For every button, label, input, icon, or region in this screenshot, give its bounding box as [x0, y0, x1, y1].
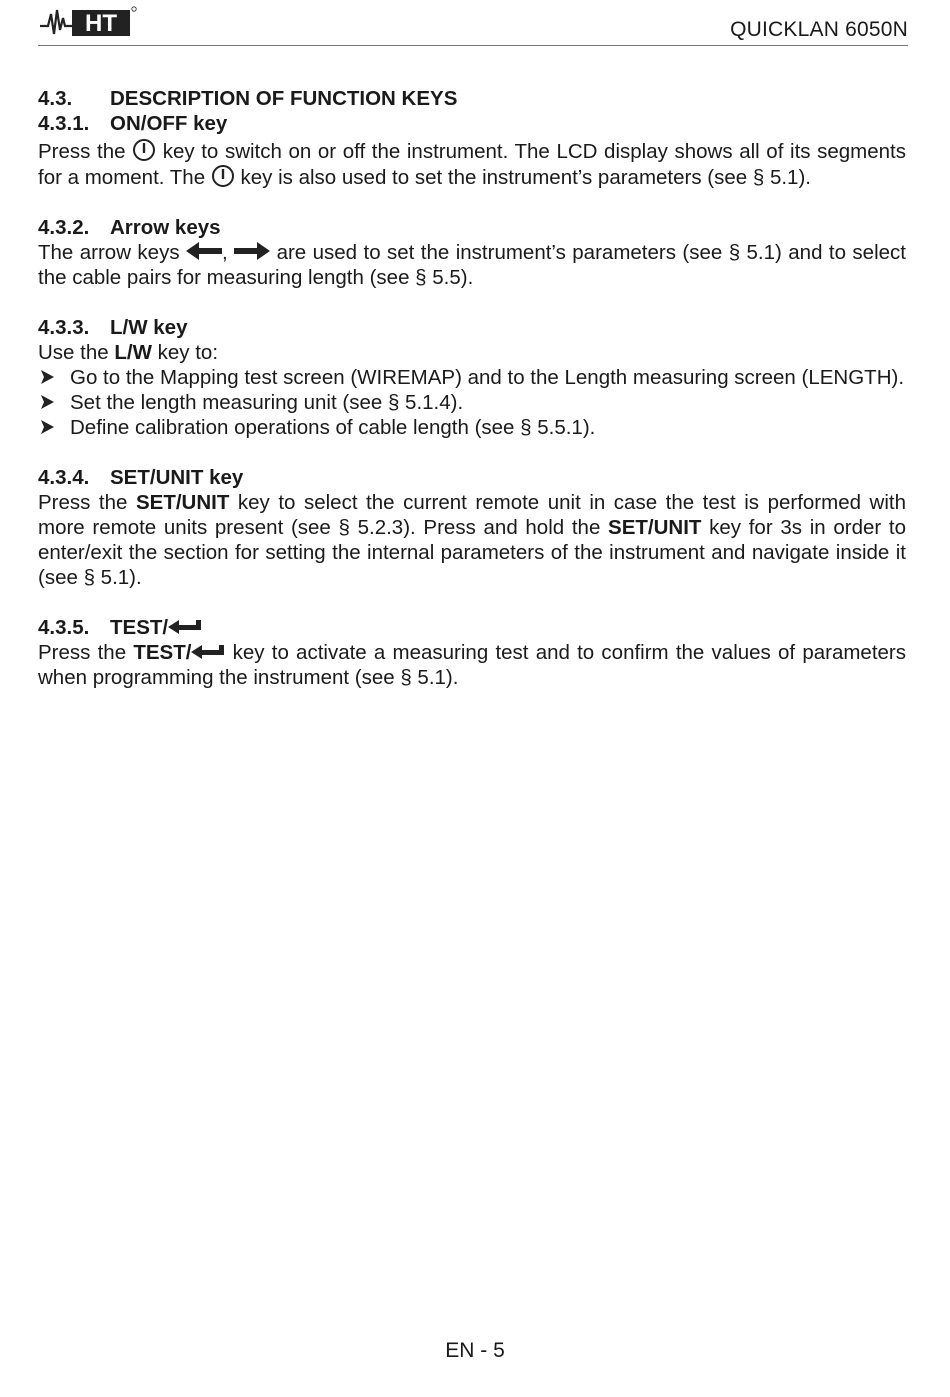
bullet-arrow-icon	[40, 390, 56, 415]
page-number: EN - 5	[445, 1339, 505, 1362]
arrow-left-icon	[186, 241, 222, 261]
power-key-icon	[211, 164, 235, 188]
subsection-heading-on-off	[38, 111, 906, 136]
subsection-heading-set-unit	[38, 465, 906, 490]
list-item: Go to the Mapping test screen (WIREMAP) and to the Length measuring screen (LENGTH).	[38, 365, 906, 390]
subsection-number: 4.3.3.	[38, 316, 90, 339]
subsection-number: 4.3.2.	[38, 216, 90, 239]
subsection-title: ON/OFF key	[110, 112, 228, 135]
subsection-title: Arrow keys	[110, 216, 221, 239]
lw-intro: Use the L/W key to:	[38, 341, 219, 364]
section-number: 4.3.	[38, 87, 73, 110]
enter-icon	[168, 617, 202, 635]
ht-logo	[38, 4, 138, 38]
page-header	[38, 0, 908, 46]
document-title: QUICKLAN 6050N	[730, 18, 908, 41]
set-unit-paragraph: Press the SET/UNIT key to select the current remote unit in case the test is performed with more remote units present (see § 5.2.3). Press and hold the SET/UNIT key for 3s in order to enter/exit the section for setting the internal parameters of the instrument and navigate inside it (see § 5.1).	[38, 491, 906, 589]
subsection-heading-test	[38, 615, 906, 640]
test-paragraph: Press the TEST/ key to activate a measuring test and to confirm the values of parameters when programming the instrument (see § 5.1).	[38, 641, 906, 689]
section-title: DESCRIPTION OF FUNCTION KEYS	[110, 87, 458, 110]
list-item: Define calibration operations of cable length (see § 5.5.1).	[38, 415, 906, 440]
lw-bullet-list	[38, 365, 906, 440]
subsection-title: TEST/	[110, 616, 169, 639]
enter-icon	[191, 642, 225, 660]
page-content	[38, 86, 906, 690]
subsection-heading-lw	[38, 315, 906, 340]
arrow-right-icon	[234, 241, 270, 261]
bullet-arrow-icon	[40, 365, 56, 390]
power-key-icon	[132, 138, 156, 162]
subsection-heading-arrow	[38, 215, 906, 240]
subsection-number: 4.3.1.	[38, 112, 90, 135]
logo-text: HT	[85, 10, 117, 37]
subsection-number: 4.3.4.	[38, 466, 90, 489]
arrow-keys-paragraph: The arrow keys , are used to set the instrument’s parameters (see § 5.1) and to select the cable pairs for measuring length (see § 5.5).	[38, 241, 906, 289]
section-heading	[38, 86, 906, 111]
subsection-number: 4.3.5.	[38, 616, 90, 639]
bullet-arrow-icon	[40, 415, 56, 440]
subsection-title: L/W key	[110, 316, 188, 339]
on-off-paragraph: Press the key to switch on or off the instrument. The LCD display shows all of its segments for a moment. The key is also used to set the instrument’s parameters (see § 5.1).	[38, 140, 906, 189]
list-item: Set the length measuring unit (see § 5.1.4).	[38, 390, 906, 415]
subsection-title: SET/UNIT key	[110, 466, 244, 489]
